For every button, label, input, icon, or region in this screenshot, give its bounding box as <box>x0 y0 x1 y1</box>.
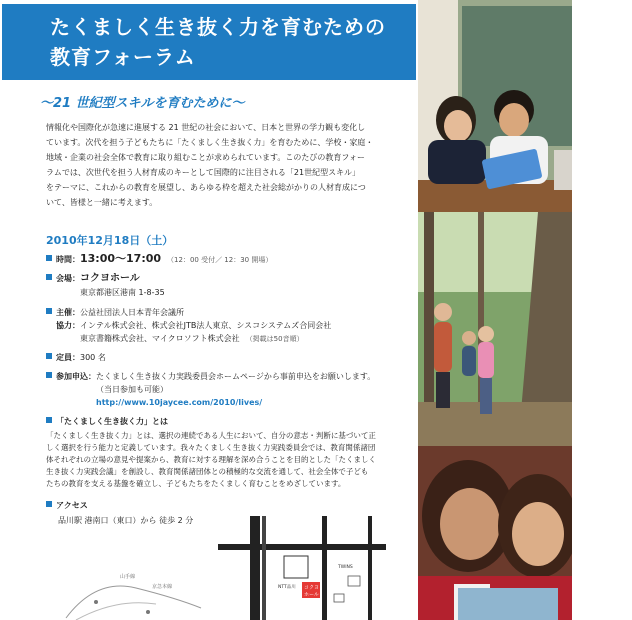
access-map <box>218 516 386 620</box>
about-line: 「たくましく生き抜く力」とは、選択の連続である人生において、自分の意志・判断に基づいて正 <box>46 431 376 440</box>
title-line-1: たくましく生き抜く力を育むための <box>50 15 386 39</box>
about-heading: 「たくましく生き抜く力」とは <box>56 417 168 426</box>
time-note: （12：00 受付／ 12：30 開場） <box>167 256 273 264</box>
main-road <box>218 544 386 550</box>
header-band <box>2 4 416 80</box>
photo-two-girls-image <box>418 446 572 620</box>
venue-label: 会場： <box>56 274 80 283</box>
title-line-2: 教育フォーラム <box>50 45 196 69</box>
rail-line <box>66 586 201 618</box>
event-date: 2010年12月18日（土） <box>46 234 174 247</box>
capacity-value: 300 名 <box>80 353 106 362</box>
organizer-row <box>46 306 184 319</box>
bullet-square-icon <box>46 353 52 359</box>
rail-tracks <box>250 516 260 620</box>
side-road <box>322 516 327 620</box>
map-label-twins: TWINS <box>338 565 353 570</box>
adult-pants <box>436 372 450 408</box>
inset-map-drawing <box>56 568 206 620</box>
capacity-row <box>46 351 106 364</box>
side-road-2 <box>368 516 372 620</box>
apply-label: 参加申込： <box>56 372 96 381</box>
child-pants <box>480 378 492 414</box>
intro-line: 地域・企業の社会全体で教育に取り組むことが求められています。このたびの教育フォー <box>46 153 365 162</box>
rail-tracks-2 <box>262 516 266 620</box>
child-shirt <box>478 342 494 378</box>
capacity-label: 定員： <box>56 353 80 362</box>
road-line <box>76 603 156 620</box>
photo-forest-children-image <box>418 212 572 446</box>
photo-children-laptop-image <box>418 0 572 212</box>
about-paragraph <box>46 430 410 490</box>
photo-column <box>418 0 572 620</box>
girl-1-face <box>440 488 500 560</box>
station-dot <box>146 610 150 614</box>
child-2-shirt <box>462 346 476 376</box>
adult-jacket <box>434 322 452 372</box>
intro-line: をテーマに、これからの教育を展望し、あらゆる枠を超えた社会総がかりの人材育成につ <box>46 183 366 192</box>
about-line: しく選択を行う能力と定義しています。我々たくましく生き抜く力実践委員会では、教育関係諸団 <box>46 443 376 452</box>
cooperation-row <box>46 319 331 332</box>
intro-line: いて、皆様と一緒に考えます。 <box>46 198 158 207</box>
access-text: 品川駅 港南口（東口）から 徒歩 2 分 <box>58 516 194 525</box>
time-value: 13:00～17:00 <box>80 252 162 265</box>
station-dot <box>94 600 98 604</box>
inset-map <box>56 568 206 620</box>
photo-children-laptop <box>418 0 572 212</box>
bullet-square-icon <box>46 501 52 507</box>
intro-line: 情報化や国際化が急速に進展する 21 世紀の社会において、日本と世界の学力観も変化し <box>46 123 366 132</box>
cooperation-row-2 <box>46 332 304 346</box>
apply-text: たくましく生き抜く力実践委員会ホームページから事前申込をお願いします。 <box>96 372 376 381</box>
venue-value: コクヨホール <box>80 273 140 284</box>
apply-url-link[interactable]: http://www.10jaycee.com/2010/lives/ <box>96 398 263 407</box>
cooperation-note: （掲載は50音順） <box>245 335 304 343</box>
intro-paragraph <box>46 120 410 210</box>
adult-face <box>434 303 452 321</box>
photo-two-girls <box>418 446 572 620</box>
photo-forest-children <box>418 212 572 446</box>
window-edge <box>554 150 572 190</box>
forest-floor <box>418 402 572 446</box>
about-heading-row <box>46 416 168 427</box>
map-label-station: 品川駅 <box>242 592 248 608</box>
apply-note: （当日参加も可能） <box>96 385 168 394</box>
map-label-kokuyo: コクヨ <box>304 585 320 591</box>
access-map-drawing <box>218 516 386 620</box>
girl-face <box>444 110 472 142</box>
map-label-ntt: NTT品川 <box>278 585 296 590</box>
girl-2-face <box>512 502 564 566</box>
bullet-square-icon <box>46 308 52 314</box>
apply-row <box>46 370 375 383</box>
boy-face <box>499 103 529 137</box>
child-face <box>478 326 494 342</box>
organizer-value: 公益社団法人日本青年会議所 <box>80 308 184 317</box>
cooperation-line-2: 東京書籍株式会社、マイクロソフト株式会社 <box>80 334 240 343</box>
access-heading-row <box>46 500 88 511</box>
venue-address: 東京都港区港南 1-8-35 <box>80 288 165 297</box>
organizer-label: 主催： <box>56 308 80 317</box>
intro-line: ラムでは、次世代を担う人材育成のキーとして国際的に注目される「21世紀型スキル」 <box>46 168 361 177</box>
inset-label-keihin: 京急本線 <box>152 584 173 590</box>
subtitle: ～21 世紀型スキルを育むために～ <box>40 96 245 111</box>
about-line: 体それぞれの立場の意見や提案から、教育に対する理解を深め合うことを目的とした「たくましく <box>46 455 376 464</box>
access-heading: アクセス <box>56 501 88 510</box>
venue-row <box>46 272 140 285</box>
cooperation-line-1: インテル株式会社、株式会社JTB法人東京、シスコシステムズ合同会社 <box>80 321 332 330</box>
bullet-square-icon <box>46 372 52 378</box>
cooperation-label: 協力： <box>56 321 80 330</box>
time-label: 時間： <box>56 255 80 264</box>
about-line: 生き抜く力実践会議」を創設し、教育関係諸団体との積極的な交流を通して、社会全体で子ども <box>46 467 369 476</box>
bullet-square-icon <box>46 255 52 261</box>
child-2-face <box>462 331 476 345</box>
foreground-screen <box>458 588 558 620</box>
bullet-square-icon <box>46 274 52 280</box>
map-label-hall: ホール <box>304 592 319 598</box>
time-row <box>46 252 272 267</box>
about-line: たちの教育を支える基盤を確立し、子どもたちをたくましく育むことをめざしています。 <box>46 479 346 488</box>
inset-label-yamanote: 山手線 <box>120 574 136 580</box>
girl-uniform <box>428 140 486 184</box>
bullet-square-icon <box>46 417 52 423</box>
intro-line: ています。次代を担う子どもたちに「たくましく生き抜く力」を育むために、学校・家庭・ <box>46 138 374 147</box>
